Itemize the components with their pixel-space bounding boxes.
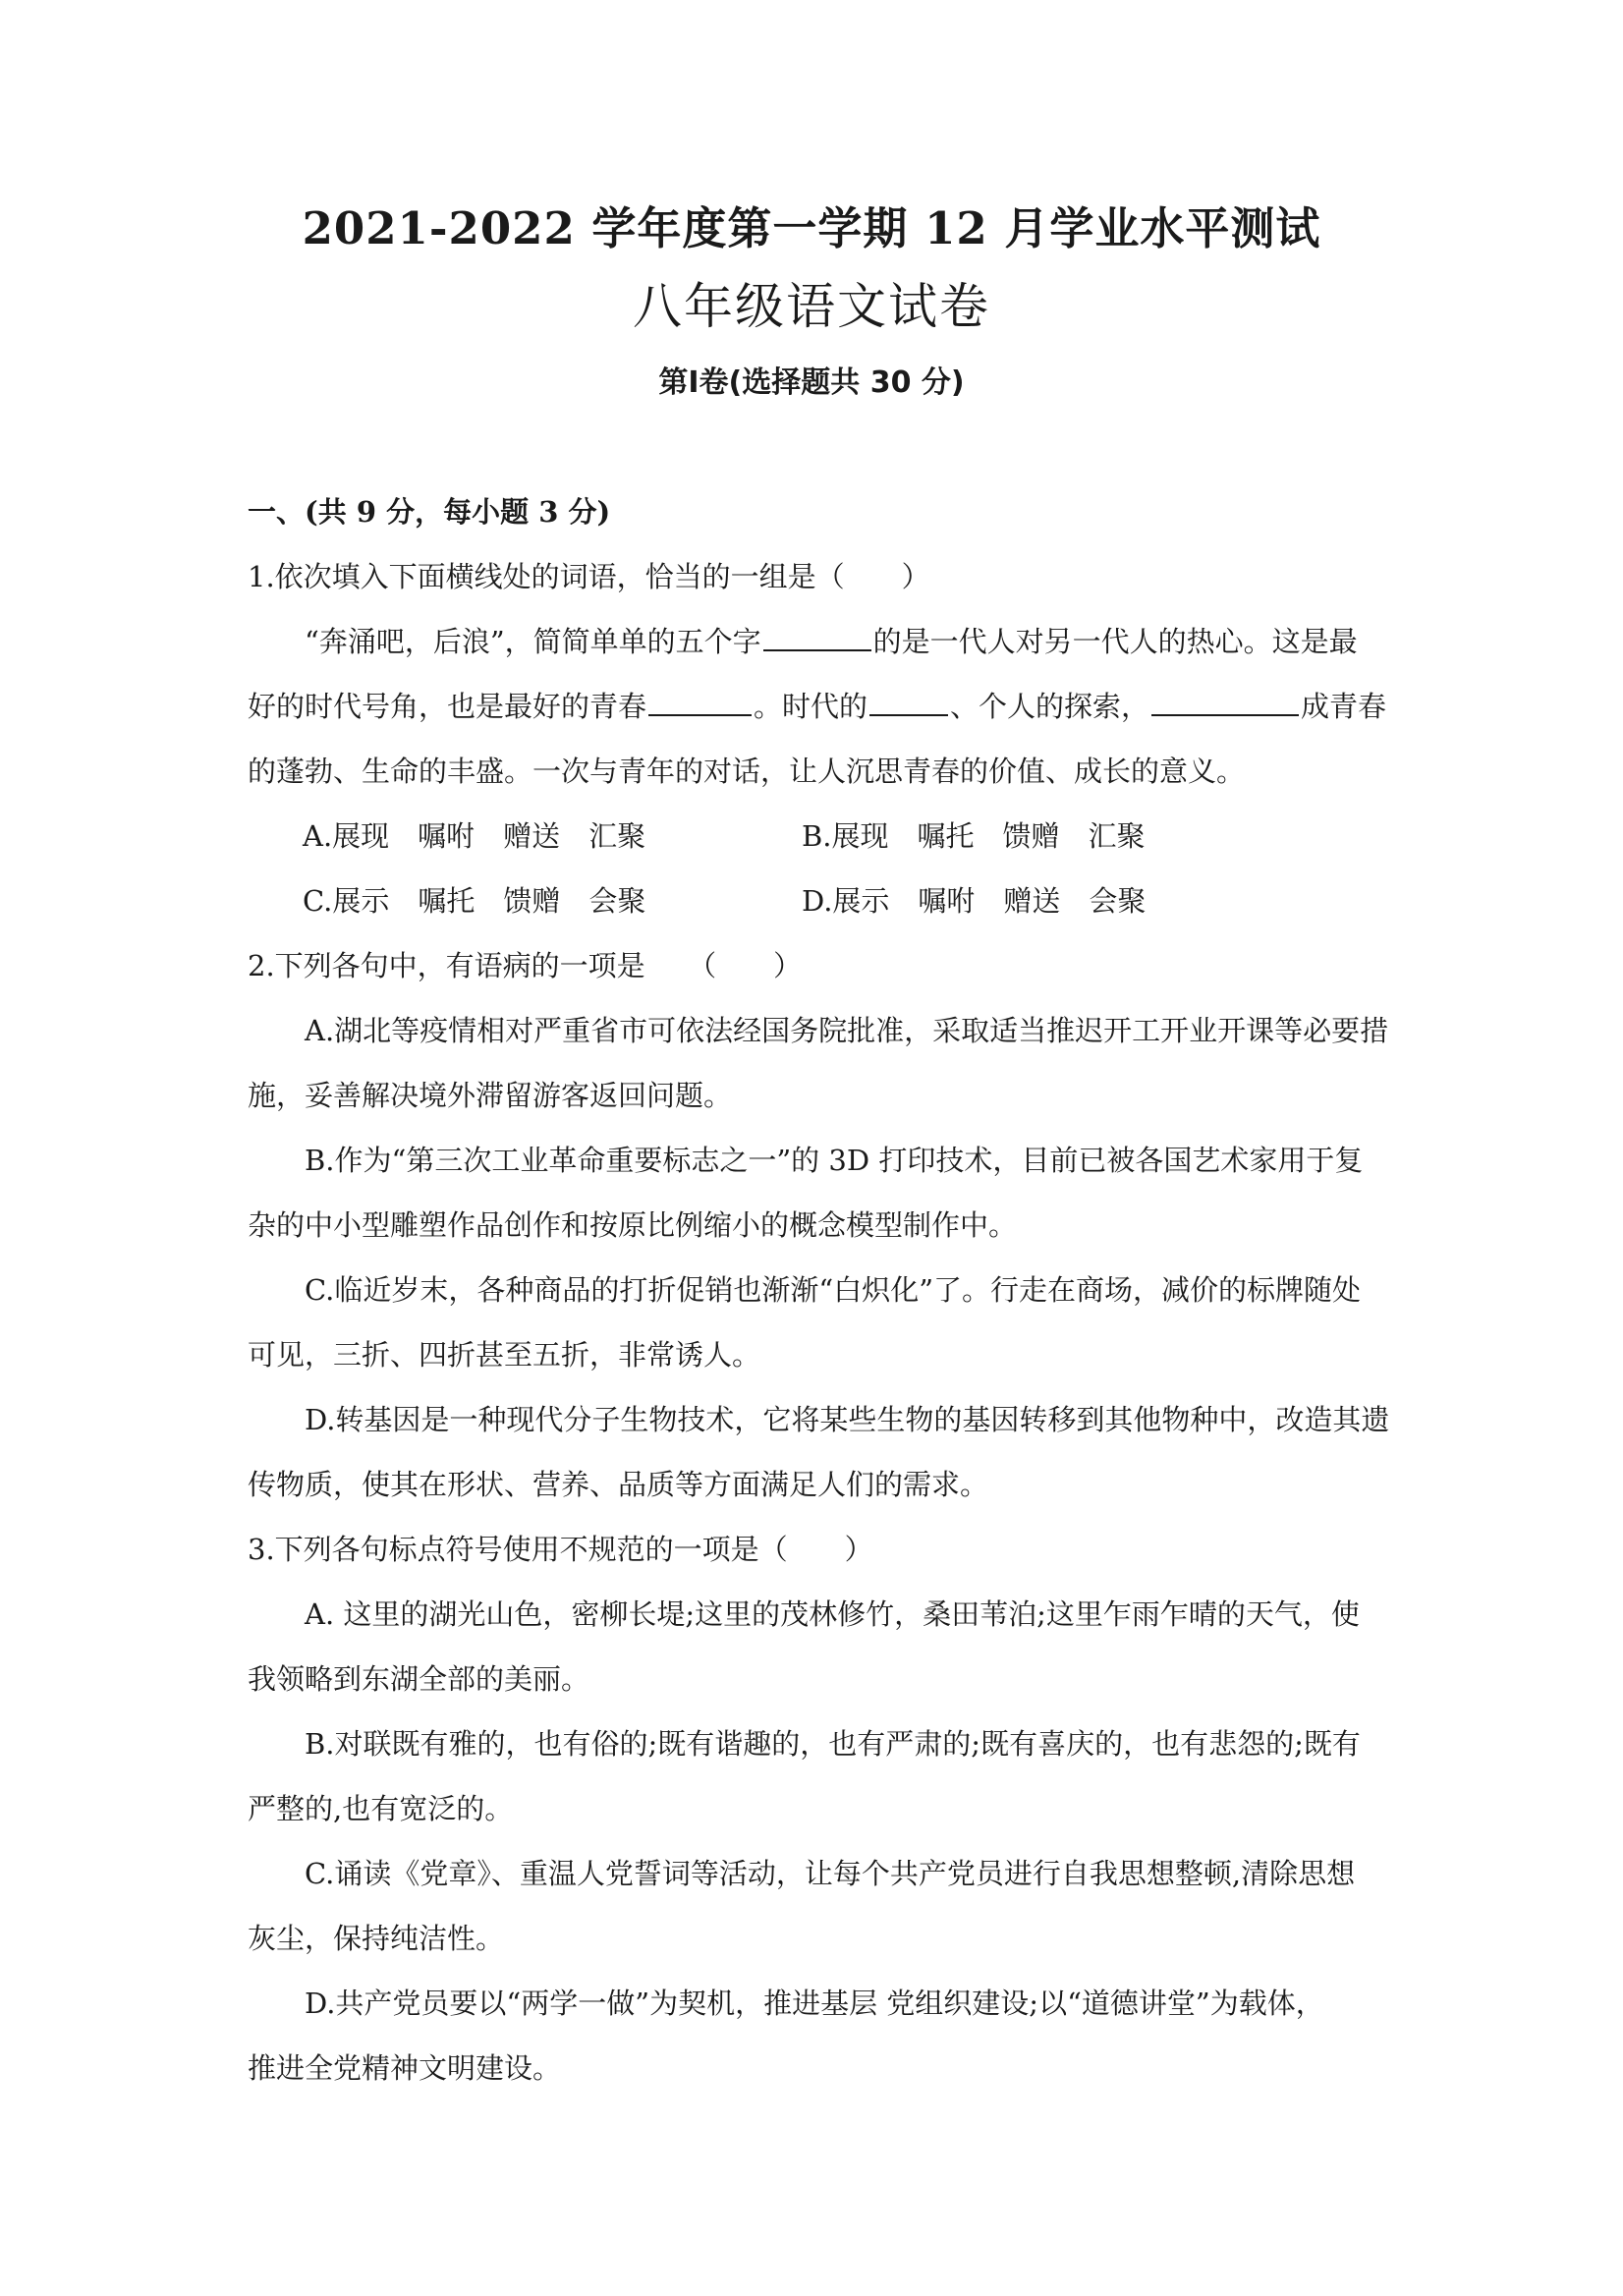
- passage-text: “奔涌吧，后浪”，简简单单的五个字: [305, 625, 761, 658]
- answer-blank-4: [1151, 689, 1299, 716]
- exam-content: [248, 479, 1390, 2100]
- passage-text: 成青春: [1301, 690, 1387, 723]
- question-3-option-a-line-1: A. 这里的湖光山色，密柳长堤;这里的茂林修竹，桑田苇泊;这里乍雨乍晴的天气，使: [305, 1597, 1360, 1631]
- option-a: A.展现 嘱咐 赠送 汇聚: [303, 819, 646, 853]
- question-2-option-a-line-1: A.湖北等疫情相对严重省市可依法经国务院批准，采取适当推迟开工开业开课等必要措: [305, 1014, 1389, 1047]
- question-3-option-a-line-2: 我领略到东湖全部的美丽。: [248, 1662, 590, 1696]
- question-1-passage-line-3: 的蓬勃、生命的丰盛。一次与青年的对话，让人沉思青春的价值、成长的意义。: [248, 755, 1246, 788]
- passage-text: 好的时代号角，也是最好的青春: [248, 690, 647, 723]
- question-2-option-b-line-2: 杂的中小型雕塑作品创作和按原比例缩小的概念模型制作中。: [248, 1208, 1018, 1242]
- question-3-option-b-line-1: B.对联既有雅的，也有俗的;既有谐趣的，也有严肃的;既有喜庆的，也有悲怨的;既有: [305, 1727, 1361, 1761]
- question-2-option-a-line-2: 施，妥善解决境外滞留游客返回问题。: [248, 1079, 733, 1112]
- part-heading: 第Ⅰ卷(选择题共 30 分): [658, 365, 965, 400]
- passage-text: 。时代的: [754, 690, 868, 723]
- question-2-option-c-line-2: 可见，三折、四折甚至五折，非常诱人。: [248, 1338, 761, 1372]
- question-2-option-d-line-1: D.转基因是一种现代分子生物技术，它将某些生物的基因转移到其他物种中，改造其遗: [305, 1403, 1390, 1436]
- exam-title: 2021-2022 学年度第一学期 12 月学业水平测试: [302, 202, 1321, 254]
- question-2-option-c-line-1: C.临近岁末，各种商品的打折促销也渐渐“白炽化”了。行走在商场，减价的标牌随处: [305, 1273, 1362, 1307]
- passage-text: 、个人的探索，: [950, 690, 1150, 723]
- question-3-option-b-line-2: 严整的,也有宽泛的。: [248, 1792, 514, 1825]
- question-3-stem: 3.下列各句标点符号使用不规范的一项是（ ）: [248, 1533, 873, 1566]
- option-c: C.展示 嘱托 馈赠 会聚: [303, 884, 646, 918]
- question-1-passage-line-2: [248, 674, 1390, 739]
- passage-text: 的是一代人对另一代人的热心。这是最: [872, 625, 1358, 658]
- answer-blank-1: [763, 624, 871, 651]
- answer-blank-2: [648, 689, 752, 716]
- option-d: D.展示 嘱咐 赠送 会聚: [802, 884, 1147, 918]
- question-1-passage-line-1: [248, 609, 1390, 674]
- question-1-options-row-2: [248, 868, 1390, 933]
- question-3-option-c-line-2: 灰尘，保持纯洁性。: [248, 1922, 505, 1955]
- question-3-option-d-line-1: D.共产党员要以“两学一做”为契机，推进基层 党组织建设;以“道德讲堂”为载体，: [305, 1987, 1324, 2020]
- exam-subtitle: 八年级语文试卷: [633, 278, 990, 335]
- question-3-option-c-line-1: C.诵读《党章》、重温人党誓词等活动，让每个共产党员进行自我思想整顿,清除思想: [305, 1857, 1356, 1890]
- question-3-option-d-line-2: 推进全党精神文明建设。: [248, 2051, 562, 2085]
- question-2-option-d-line-2: 传物质，使其在形状、营养、品质等方面满足人们的需求。: [248, 1468, 989, 1501]
- option-b: B.展现 嘱托 馈赠 汇聚: [802, 819, 1146, 853]
- question-2-stem: 2.下列各句中，有语病的一项是 （ ）: [248, 949, 803, 982]
- question-2-option-b-line-1: B.作为“第三次工业革命重要标志之一”的 3D 打印技术，目前已被各国艺术家用于复: [305, 1144, 1364, 1177]
- answer-blank-3: [869, 689, 948, 716]
- question-1-stem: 1.依次填入下面横线处的词语，恰当的一组是（ ）: [248, 560, 930, 593]
- section-heading: 一、(共 9 分，每小题 3 分): [248, 495, 611, 529]
- question-1-options-row-1: [248, 804, 1390, 868]
